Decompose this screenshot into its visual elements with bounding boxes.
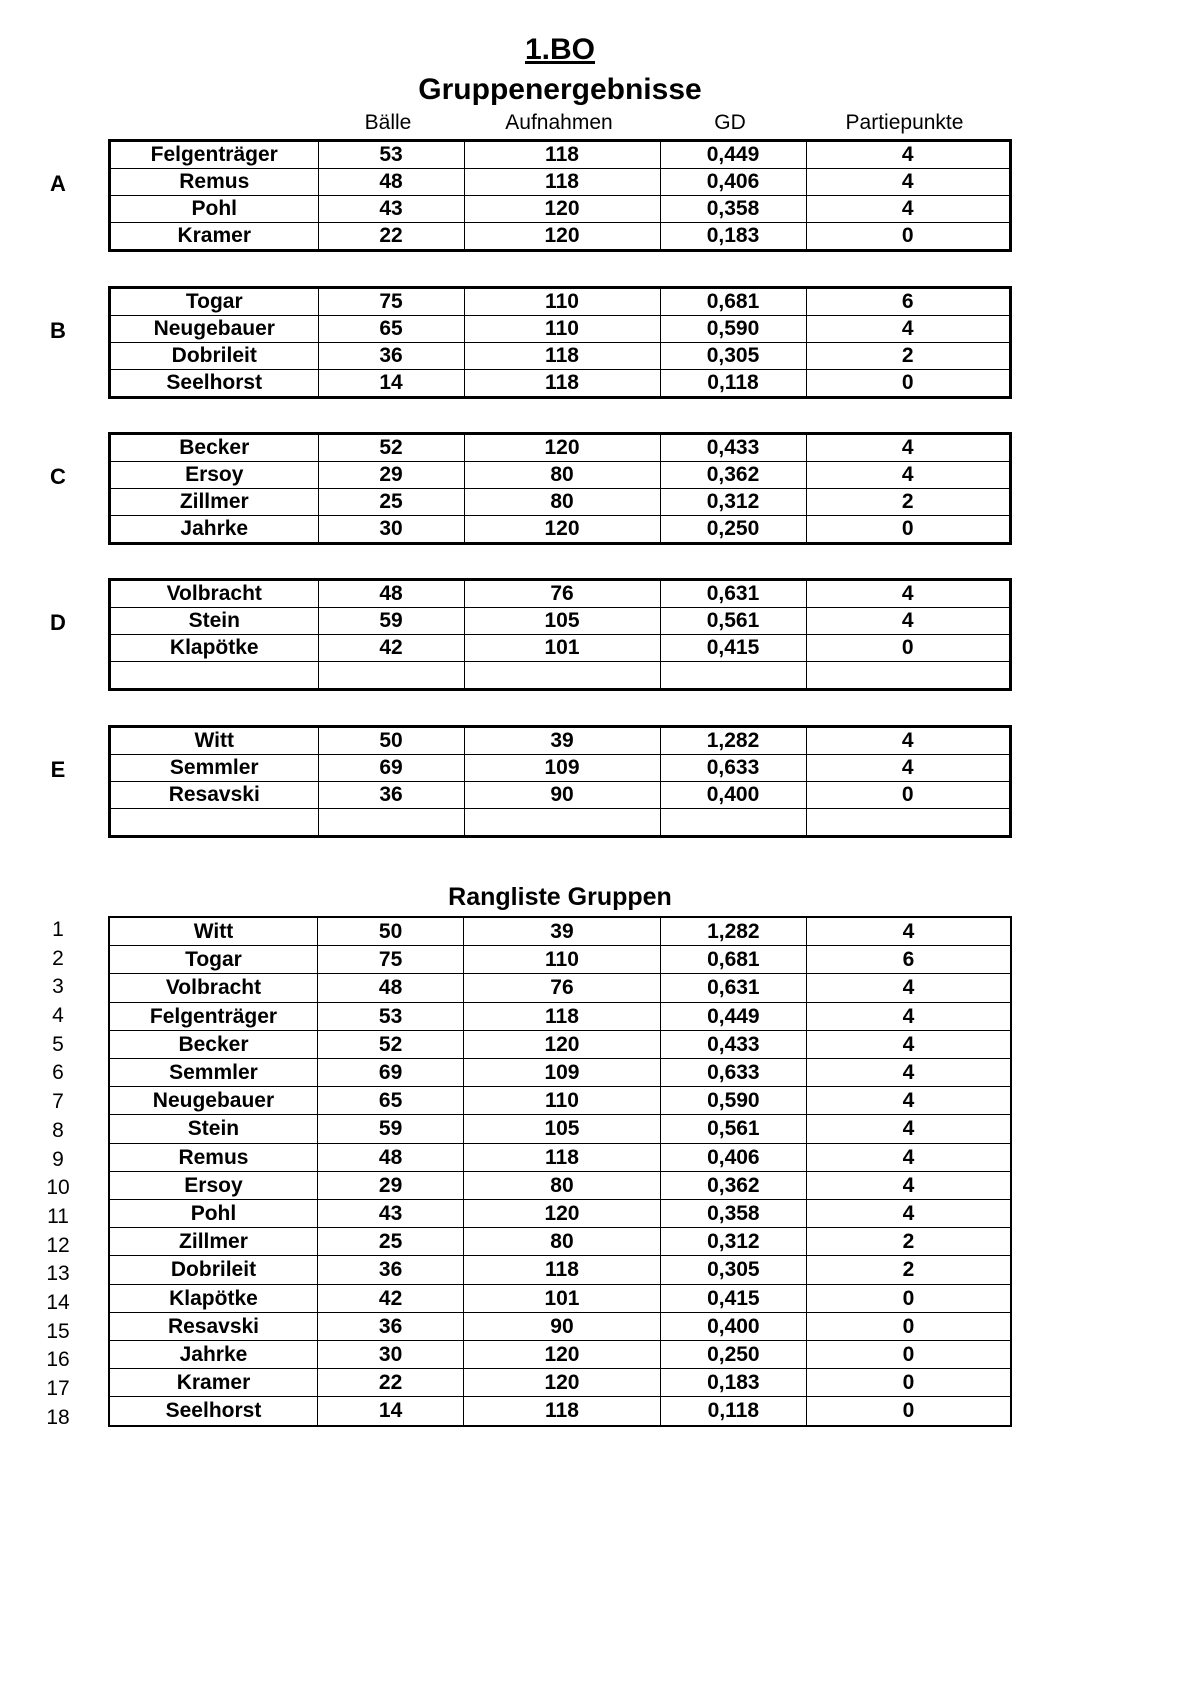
partiepunkte-cell: 4 [807,1200,1011,1228]
gd-cell: 0,118 [660,370,806,397]
aufnahmen-cell: 101 [464,1284,660,1312]
gd-cell: 0,250 [660,1341,806,1369]
player-name-cell: Neugebauer [110,1087,317,1115]
baelle-cell: 36 [317,1256,463,1284]
table-row [110,1397,1010,1425]
player-name-cell: Dobrileit [111,343,318,370]
rank-number: 4 [52,1004,64,1028]
player-name-cell: Stein [110,1115,317,1143]
gd-cell: 1,282 [660,728,806,755]
baelle-cell: 52 [317,1030,463,1058]
baelle-cell: 36 [318,782,464,809]
gd-cell: 0,305 [660,1256,806,1284]
table-row [110,1312,1010,1340]
gd-cell: 0,400 [660,782,806,809]
player-name-cell: Remus [111,169,318,196]
gd-cell: 0,358 [660,1200,806,1228]
aufnahmen-cell: 120 [464,1200,660,1228]
partiepunkte-cell: 4 [806,728,1009,755]
group-table [108,578,1012,691]
player-name-cell: Stein [111,608,318,635]
group-letter: B [50,318,66,343]
partiepunkte-cell: 4 [806,169,1009,196]
baelle-cell: 22 [317,1369,463,1397]
table-row [111,142,1009,169]
baelle-cell: 22 [318,223,464,250]
partiepunkte-cell: 4 [806,142,1009,169]
aufnahmen-cell: 39 [464,918,660,946]
partiepunkte-cell: 4 [806,755,1009,782]
gd-cell [660,662,806,689]
baelle-cell: 30 [317,1341,463,1369]
rank-number: 7 [52,1090,64,1114]
table-row [110,1200,1010,1228]
player-name-cell: Ersoy [111,462,318,489]
gd-cell: 0,312 [660,1228,806,1256]
aufnahmen-cell: 118 [464,142,660,169]
table-row [111,809,1009,836]
gd-cell: 0,449 [660,1002,806,1030]
player-name-cell: Jahrke [110,1341,317,1369]
partiepunkte-cell: 4 [806,196,1009,223]
partiepunkte-cell: 2 [806,343,1009,370]
aufnahmen-cell [464,662,660,689]
aufnahmen-cell: 118 [464,169,660,196]
gd-cell: 0,250 [660,516,806,543]
group-letter: D [50,610,66,635]
partiepunkte-cell: 0 [806,370,1009,397]
aufnahmen-cell: 39 [464,728,660,755]
baelle-cell: 48 [318,169,464,196]
partiepunkte-cell: 0 [807,1397,1011,1425]
table-row [110,1341,1010,1369]
baelle-cell: 65 [318,316,464,343]
aufnahmen-cell: 120 [464,435,660,462]
player-name-cell: Klapötke [111,635,318,662]
table-row [111,343,1009,370]
gd-cell [660,809,806,836]
baelle-cell: 59 [317,1115,463,1143]
aufnahmen-cell: 76 [464,974,660,1002]
baelle-cell: 42 [318,635,464,662]
table-row [110,918,1010,946]
baelle-cell: 75 [318,289,464,316]
aufnahmen-cell: 120 [464,1030,660,1058]
table-row [110,1143,1010,1171]
aufnahmen-cell: 120 [464,1341,660,1369]
partiepunkte-cell: 4 [806,316,1009,343]
rank-number: 3 [52,975,64,999]
partiepunkte-cell [806,809,1009,836]
aufnahmen-cell: 109 [464,1059,660,1087]
rank-number-column [36,916,80,1432]
table-row [110,1002,1010,1030]
group-letter: E [50,757,66,782]
gd-cell: 0,362 [660,462,806,489]
column-header-aufnahmen: Aufnahmen [505,111,613,134]
partiepunkte-cell: 2 [806,489,1009,516]
aufnahmen-cell: 109 [464,755,660,782]
player-name-cell: Neugebauer [111,316,318,343]
column-header-row [0,110,1190,136]
table-row [111,316,1009,343]
partiepunkte-cell: 4 [806,435,1009,462]
player-name-cell: Jahrke [111,516,318,543]
table-row [110,1087,1010,1115]
player-name-cell: Witt [110,918,317,946]
baelle-cell: 36 [317,1312,463,1340]
player-name-cell: Felgenträger [111,142,318,169]
baelle-cell: 48 [317,974,463,1002]
table-row [111,728,1009,755]
aufnahmen-cell: 120 [464,223,660,250]
document-subtitle: Gruppenergebnisse [418,73,702,106]
player-name-cell: Becker [111,435,318,462]
table-row [110,1059,1010,1087]
player-name-cell: Kramer [110,1369,317,1397]
baelle-cell: 50 [317,918,463,946]
partiepunkte-cell: 0 [806,516,1009,543]
table-row [111,662,1009,689]
aufnahmen-cell: 110 [464,289,660,316]
baelle-cell: 30 [318,516,464,543]
baelle-cell: 48 [318,581,464,608]
table-row [110,1256,1010,1284]
gd-cell: 0,633 [660,1059,806,1087]
player-name-cell: Togar [111,289,318,316]
table-row [110,1284,1010,1312]
gd-cell: 0,415 [660,1284,806,1312]
gd-cell: 0,633 [660,755,806,782]
gd-cell: 0,305 [660,343,806,370]
partiepunkte-cell: 4 [807,1171,1011,1199]
baelle-cell: 29 [317,1171,463,1199]
gd-cell: 0,433 [660,435,806,462]
rank-number: 2 [52,946,64,970]
partiepunkte-cell: 4 [807,1115,1011,1143]
table-row [111,489,1009,516]
aufnahmen-cell: 110 [464,316,660,343]
aufnahmen-cell: 120 [464,196,660,223]
rank-number: 13 [46,1262,70,1286]
table-row [110,1171,1010,1199]
table-row [111,782,1009,809]
player-name-cell: Dobrileit [110,1256,317,1284]
player-name-cell: Semmler [111,755,318,782]
aufnahmen-cell: 105 [464,1115,660,1143]
aufnahmen-cell: 80 [464,489,660,516]
aufnahmen-cell: 76 [464,581,660,608]
baelle-cell: 42 [317,1284,463,1312]
rank-number: 16 [46,1348,70,1372]
baelle-cell: 65 [317,1087,463,1115]
player-name-cell: Volbracht [110,974,317,1002]
rank-number: 10 [46,1176,70,1200]
aufnahmen-cell: 118 [464,370,660,397]
gd-cell: 0,183 [660,1369,806,1397]
baelle-cell: 43 [318,196,464,223]
partiepunkte-cell: 4 [807,1087,1011,1115]
table-row [111,608,1009,635]
baelle-cell: 14 [317,1397,463,1425]
gd-cell: 0,183 [660,223,806,250]
aufnahmen-cell [464,809,660,836]
gd-cell: 0,400 [660,1312,806,1340]
gd-cell: 0,312 [660,489,806,516]
gd-cell: 0,681 [660,946,806,974]
aufnahmen-cell: 110 [464,946,660,974]
player-name-cell: Volbracht [111,581,318,608]
group-letter: A [50,171,66,196]
player-name-cell: Resavski [111,782,318,809]
aufnahmen-cell: 105 [464,608,660,635]
baelle-cell: 25 [317,1228,463,1256]
player-name-cell: Seelhorst [111,370,318,397]
rank-number: 6 [52,1061,64,1085]
baelle-cell: 52 [318,435,464,462]
ranking-table [108,916,1012,1427]
group-table [108,286,1012,399]
aufnahmen-cell: 120 [464,516,660,543]
gd-cell: 0,561 [660,1115,806,1143]
player-name-cell: Zillmer [110,1228,317,1256]
baelle-cell: 53 [317,1002,463,1030]
baelle-cell: 59 [318,608,464,635]
partiepunkte-cell: 0 [807,1341,1011,1369]
partiepunkte-cell: 4 [807,1002,1011,1030]
baelle-cell: 50 [318,728,464,755]
player-name-cell: Witt [111,728,318,755]
player-name-cell: Resavski [110,1312,317,1340]
player-name-cell: Togar [110,946,317,974]
rank-number: 12 [46,1233,70,1257]
table-row [111,196,1009,223]
partiepunkte-cell: 0 [807,1369,1011,1397]
player-name-cell: Remus [110,1143,317,1171]
column-header-partiepunkte: Partiepunkte [845,111,964,134]
table-row [111,370,1009,397]
gd-cell: 0,362 [660,1171,806,1199]
player-name-cell: Kramer [111,223,318,250]
table-row [111,516,1009,543]
group-table [108,725,1012,838]
aufnahmen-cell: 118 [464,1397,660,1425]
rank-number: 1 [52,918,64,941]
partiepunkte-cell: 4 [807,1030,1011,1058]
aufnahmen-cell: 110 [464,1087,660,1115]
baelle-cell: 43 [317,1200,463,1228]
document-title: 1.BO [524,33,596,66]
baelle-cell: 75 [317,946,463,974]
player-name-cell: Klapötke [110,1284,317,1312]
aufnahmen-cell: 118 [464,1256,660,1284]
aufnahmen-cell: 101 [464,635,660,662]
table-row [110,1369,1010,1397]
gd-cell: 1,282 [660,918,806,946]
player-name-cell: Felgenträger [110,1002,317,1030]
baelle-cell: 69 [318,755,464,782]
rank-number: 5 [52,1032,64,1056]
partiepunkte-cell: 6 [807,946,1011,974]
gd-cell: 0,590 [660,1087,806,1115]
table-row [110,946,1010,974]
gd-cell: 0,358 [660,196,806,223]
partiepunkte-cell: 0 [806,782,1009,809]
player-name-cell: Becker [110,1030,317,1058]
table-row [110,1030,1010,1058]
table-row [110,1115,1010,1143]
baelle-cell: 53 [318,142,464,169]
player-name-cell: Pohl [110,1200,317,1228]
player-name-cell [111,809,318,836]
table-row [111,581,1009,608]
gd-cell: 0,631 [660,581,806,608]
baelle-cell: 25 [318,489,464,516]
aufnahmen-cell: 118 [464,343,660,370]
gd-cell: 0,433 [660,1030,806,1058]
player-name-cell: Ersoy [110,1171,317,1199]
table-row [111,289,1009,316]
baelle-cell: 29 [318,462,464,489]
table-row [111,435,1009,462]
partiepunkte-cell: 2 [807,1228,1011,1256]
partiepunkte-cell: 4 [807,1059,1011,1087]
partiepunkte-cell: 4 [807,974,1011,1002]
gd-cell: 0,406 [660,1143,806,1171]
aufnahmen-cell: 80 [464,1228,660,1256]
player-name-cell: Seelhorst [110,1397,317,1425]
partiepunkte-cell: 0 [807,1312,1011,1340]
aufnahmen-cell: 118 [464,1143,660,1171]
group-table [108,139,1012,252]
aufnahmen-cell: 90 [464,782,660,809]
partiepunkte-cell: 2 [807,1256,1011,1284]
gd-cell: 0,118 [660,1397,806,1425]
table-row [111,169,1009,196]
rank-number: 8 [52,1118,64,1142]
baelle-cell: 69 [317,1059,463,1087]
aufnahmen-cell: 80 [464,1171,660,1199]
partiepunkte-cell: 0 [806,223,1009,250]
column-header-baelle: Bälle [364,111,412,134]
baelle-cell [318,809,464,836]
player-name-cell: Pohl [111,196,318,223]
gd-cell: 0,449 [660,142,806,169]
partiepunkte-cell: 4 [806,581,1009,608]
table-row [111,755,1009,782]
partiepunkte-cell: 4 [807,918,1011,946]
baelle-cell: 48 [317,1143,463,1171]
rank-number: 14 [46,1290,70,1314]
partiepunkte-cell: 0 [806,635,1009,662]
baelle-cell [318,662,464,689]
player-name-cell: Zillmer [111,489,318,516]
group-table [108,432,1012,545]
rank-number: 11 [47,1204,69,1228]
aufnahmen-cell: 118 [464,1002,660,1030]
partiepunkte-cell: 0 [807,1284,1011,1312]
partiepunkte-cell: 4 [806,462,1009,489]
table-row [111,223,1009,250]
ranking-title: Rangliste Gruppen [448,883,672,911]
aufnahmen-cell: 90 [464,1312,660,1340]
partiepunkte-cell: 4 [806,608,1009,635]
gd-cell: 0,561 [660,608,806,635]
gd-cell: 0,590 [660,316,806,343]
gd-cell: 0,681 [660,289,806,316]
group-letter: C [50,464,66,489]
rank-number: 15 [46,1319,70,1343]
aufnahmen-cell: 120 [464,1369,660,1397]
gd-cell: 0,631 [660,974,806,1002]
table-row [111,462,1009,489]
baelle-cell: 36 [318,343,464,370]
player-name-cell: Semmler [110,1059,317,1087]
rank-number: 9 [52,1147,64,1171]
aufnahmen-cell: 80 [464,462,660,489]
rank-number: 17 [46,1377,70,1400]
table-row [110,1228,1010,1256]
gd-cell: 0,406 [660,169,806,196]
player-name-cell [111,662,318,689]
partiepunkte-cell: 6 [806,289,1009,316]
baelle-cell: 14 [318,370,464,397]
column-header-gd: GD [714,111,746,134]
table-row [110,974,1010,1002]
partiepunkte-cell [806,662,1009,689]
table-row [111,635,1009,662]
gd-cell: 0,415 [660,635,806,662]
rank-number: 18 [46,1405,70,1429]
partiepunkte-cell: 4 [807,1143,1011,1171]
